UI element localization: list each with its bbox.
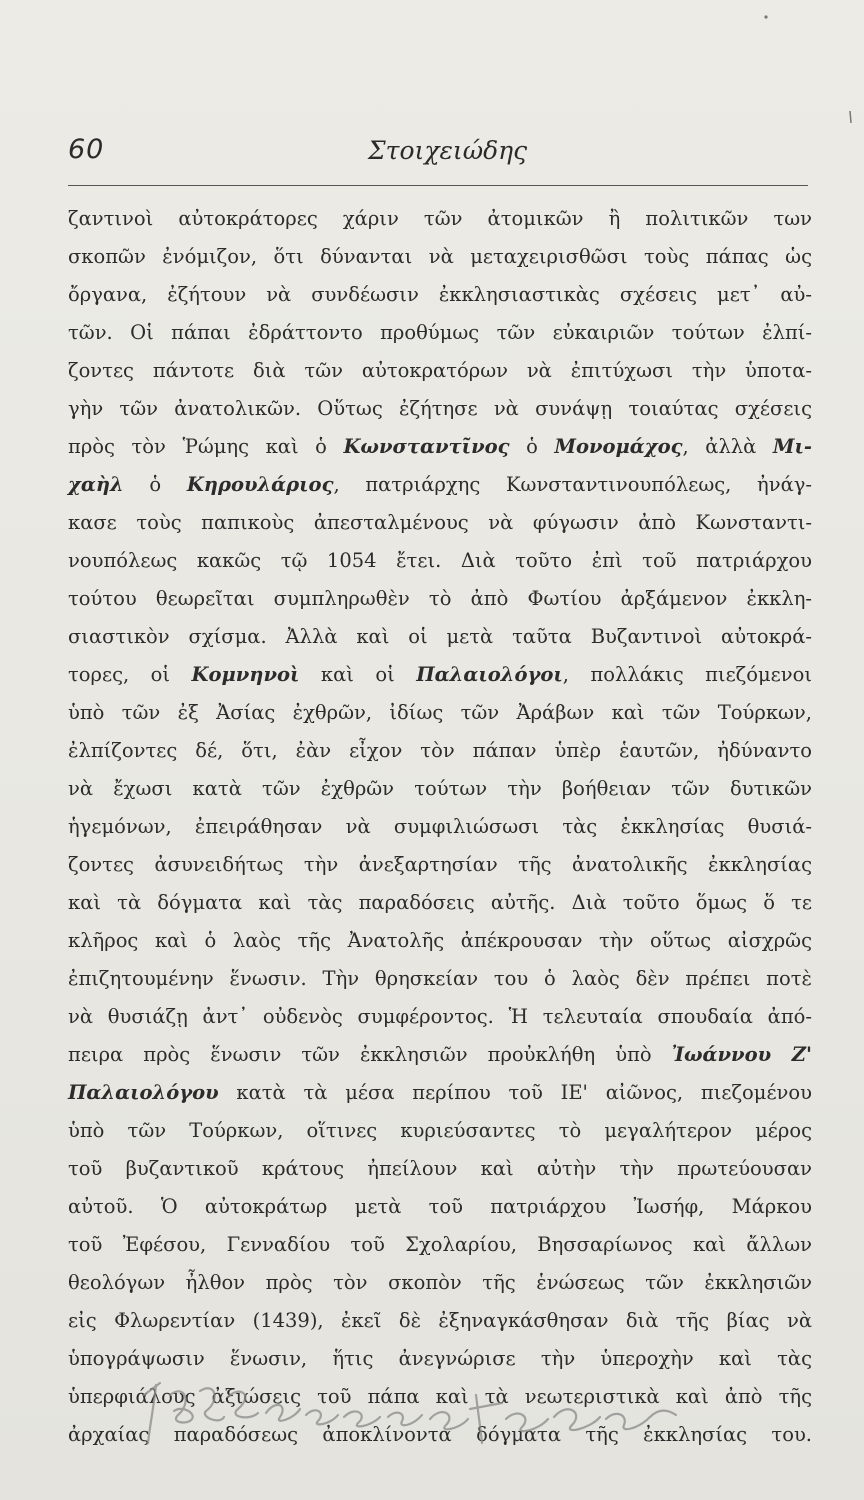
text-line — [68, 1074, 812, 1112]
text-line — [68, 390, 812, 428]
text-run: ὄργανα, ἐζήτουν νὰ συνδέωσιν ἐκκλησιαστικὰς σχέσεις μετ᾽ αὐ- — [68, 283, 812, 306]
text-run: κλῆρος καὶ ὁ λαὸς τῆς Ἀνατολῆς ἀπέκρουσαν τὴν οὕτως αἰσχρῶς — [68, 929, 812, 952]
page-header — [68, 128, 808, 180]
text-run: , πατριάρχης Κωνσταντινουπόλεως, ἠνάγ- — [333, 473, 812, 496]
text-run: ὁ — [123, 473, 187, 496]
text-line — [68, 352, 812, 390]
bold-name: Κηρουλάριος — [186, 473, 334, 496]
header-rule — [68, 185, 808, 186]
text-run: ὑπογράψωσιν ἕνωσιν, ἥτις ἀνεγνώρισε τὴν ὑπεροχὴν καὶ τὰς — [68, 1347, 812, 1370]
text-line — [68, 922, 812, 960]
text-run: τοῦ βυζαντικοῦ κράτους ἠπείλουν καὶ αὐτὴν τὴν πρωτεύουσαν — [68, 1157, 812, 1180]
text-run: τούτου θεωρεῖται συμπληρωθὲν τὸ ἀπὸ Φωτίου ἀρξάμενον ἐκκλη- — [68, 587, 812, 610]
text-run: ὑπὸ τῶν Τούρκων, οἵτινες κυριεύσαντες τὸ μεγαλήτερον μέρος — [68, 1119, 812, 1142]
text-run: ὁ — [509, 435, 555, 458]
text-line — [68, 428, 812, 466]
text-run: σκοπῶν ἐνόμιζον, ὅτι δύνανται νὰ μεταχειρισθῶσι τοὺς πάπας ὡς — [68, 245, 812, 268]
text-run: καὶ τὰ δόγματα καὶ τὰς παραδόσεις αὐτῆς. Διὰ τοῦτο ὅμως ὅ τε — [68, 891, 812, 914]
text-run: ὑπὸ τῶν ἐξ Ἀσίας ἐχθρῶν, ἰδίως τῶν Ἀράβων καὶ τῶν Τούρκων, — [68, 701, 812, 724]
text-run: ζοντες πάντοτε διὰ τῶν αὐτοκρατόρων νὰ ἐπιτύχωσι τὴν ὑποτα- — [68, 359, 812, 382]
text-line — [68, 1226, 812, 1264]
bold-name: χαὴλ — [68, 473, 124, 496]
text-run: , ἀλλὰ — [682, 435, 773, 458]
text-line — [68, 466, 812, 504]
text-line — [68, 1264, 812, 1302]
text-line — [68, 1302, 812, 1340]
text-line — [68, 998, 812, 1036]
text-run: ἀρχαίας παραδόσεως ἀποκλίνοντα δόγματα τῆς ἐκκλησίας του. — [68, 1423, 812, 1446]
text-run: αὐτοῦ. Ὁ αὐτοκράτωρ μετὰ τοῦ πατριάρχου Ἰωσήφ, Μάρκου — [68, 1195, 812, 1218]
text-run: ἐλπίζοντες δέ, ὅτι, ἐὰν εἶχον τὸν πάπαν ὑπὲρ ἑαυτῶν, ἠδύναντο — [68, 739, 812, 762]
text-line — [68, 1188, 812, 1226]
text-run: γὴν τῶν ἀνατολικῶν. Οὕτως ἐζήτησε νὰ συνάψῃ τοιαύτας σχέσεις — [68, 397, 812, 420]
text-run: νουπόλεως κακῶς τῷ 1054 ἔτει. Διὰ τοῦτο ἐπὶ τοῦ πατριάρχου — [68, 549, 812, 572]
text-run: ὑπερφιάλους ἀξιώσεις τοῦ πάπα καὶ τὰ νεωτεριστικὰ καὶ ἀπὸ τῆς — [68, 1385, 812, 1408]
text-line — [68, 656, 812, 694]
text-line — [68, 732, 812, 770]
body-text — [68, 200, 812, 1454]
bold-name: Κωνσταντῖνος — [343, 435, 510, 458]
bold-name: Παλαιολόγοι — [416, 663, 563, 686]
text-run: , πολλάκις πιεζόμενοι — [562, 663, 812, 686]
text-run: νὰ ἔχωσι κατὰ τῶν ἐχθρῶν τούτων τὴν βοήθειαν τῶν δυτικῶν — [68, 777, 812, 800]
bold-name: Μονομάχος — [554, 435, 683, 458]
bold-name: Κομνηνοὶ — [191, 663, 300, 686]
bold-name: Μι- — [772, 435, 813, 458]
text-run: καὶ οἱ — [299, 663, 417, 686]
text-line — [68, 846, 812, 884]
text-line — [68, 1112, 812, 1150]
text-line — [68, 1036, 812, 1074]
text-line — [68, 1150, 812, 1188]
handwritten-signature — [130, 1355, 690, 1475]
text-run: ἐπιζητουμένην ἕνωσιν. Τὴν θρησκείαν του ὁ λαὸς δὲν πρέπει ποτὲ — [68, 967, 812, 990]
text-line — [68, 884, 812, 922]
text-line — [68, 580, 812, 618]
text-line — [68, 542, 812, 580]
text-run: πειρα πρὸς ἕνωσιν τῶν ἐκκλησιῶν προὐκλήθη ὑπὸ — [68, 1043, 672, 1066]
text-line — [68, 200, 812, 238]
text-line — [68, 770, 812, 808]
text-line — [68, 314, 812, 352]
text-run: νὰ θυσιάζῃ ἀντ᾽ οὐδενὸς συμφέροντος. Ἡ τελευταία σπουδαία ἀπό- — [68, 1005, 812, 1028]
text-run: εἰς Φλωρεντίαν (1439), ἐκεῖ δὲ ἐξηναγκάσθησαν διὰ τῆς βίας νὰ — [68, 1309, 812, 1332]
text-line — [68, 808, 812, 846]
bold-name: Ἰωάννου Ζ' — [671, 1043, 812, 1066]
text-line — [68, 960, 812, 998]
paper-speck — [763, 14, 769, 20]
running-title: Στοιχειώδης — [368, 136, 528, 165]
text-run: πρὸς τὸν Ῥώμης καὶ ὁ — [68, 435, 344, 458]
text-run: ζοντες ἀσυνειδήτως τὴν ἀνεξαρτησίαν τῆς ἀνατολικῆς ἐκκλησίας — [68, 853, 812, 876]
page-number: 60 — [68, 134, 105, 165]
text-run: τοῦ Ἐφέσου, Γενναδίου τοῦ Σχολαρίου, Βησσαρίωνος καὶ ἄλλων — [68, 1233, 812, 1256]
text-run: σιαστικὸν σχίσμα. Ἀλλὰ καὶ οἱ μετὰ ταῦτα Βυζαντινοὶ αὐτοκρά- — [68, 625, 812, 648]
text-run: θεολόγων ἦλθον πρὸς τὸν σκοπὸν τῆς ἑνώσεως τῶν ἐκκλησιῶν — [68, 1271, 812, 1294]
text-run: τῶν. Οἱ πάπαι ἐδράττοντο προθύμως τῶν εὐκαιριῶν τούτων ἐλπί- — [68, 321, 812, 344]
text-run: τορες, οἱ — [68, 663, 192, 686]
text-run: κασε τοὺς παπικοὺς ἀπεσταλμένους νὰ φύγωσιν ἀπὸ Κωνσταντι- — [68, 511, 812, 534]
paper-speck — [848, 110, 853, 124]
text-run: κατὰ τὰ μέσα περίπου τοῦ ΙΕ' αἰῶνος, πιεζομένου — [218, 1081, 812, 1104]
text-line — [68, 618, 812, 656]
text-line — [68, 276, 812, 314]
text-run: ζαντινοὶ αὐτοκράτορες χάριν τῶν ἀτομικῶν ἢ πολιτικῶν των — [68, 207, 812, 230]
bold-name: Παλαιολόγου — [68, 1081, 219, 1104]
text-line — [68, 504, 812, 542]
text-line — [68, 694, 812, 732]
text-run: ἡγεμόνων, ἐπειράθησαν νὰ συμφιλιώσωσι τὰς ἐκκλησίας θυσιά- — [68, 815, 812, 838]
text-line — [68, 238, 812, 276]
